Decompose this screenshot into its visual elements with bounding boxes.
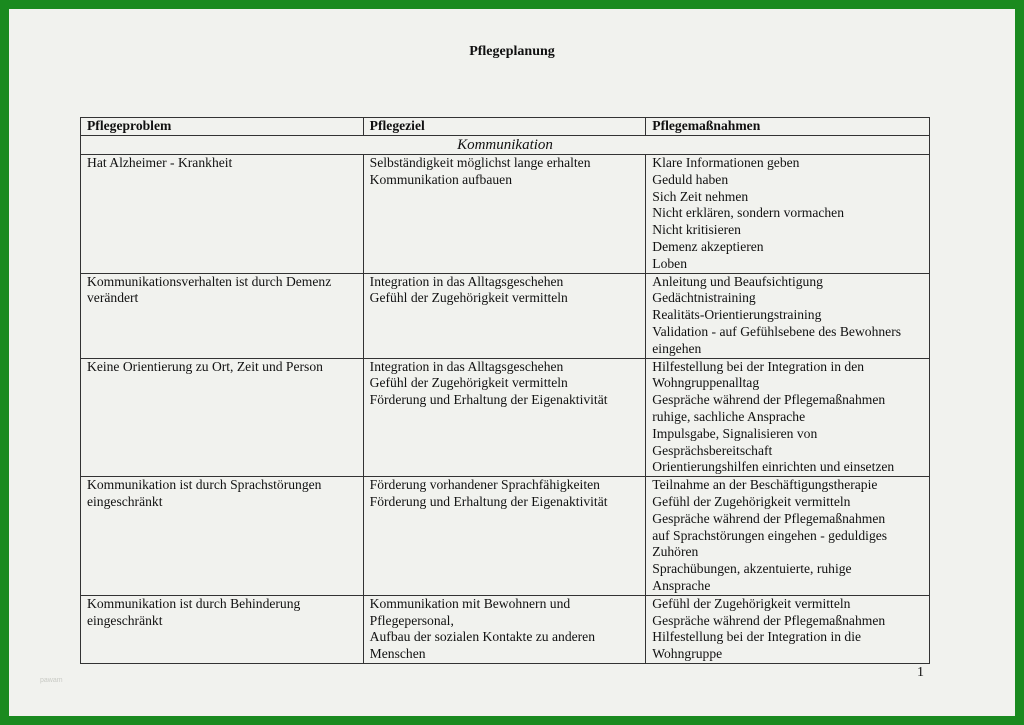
cell-line: Zuhören xyxy=(652,544,699,560)
cell-line: Integration in das Alltagsgeschehen xyxy=(369,358,564,374)
cell-line: Kommunikation aufbauen xyxy=(369,171,512,187)
cell-line: Kommunikationsverhalten ist durch Demenz xyxy=(87,273,332,289)
cell-line: Hilfestellung bei der Integration in die xyxy=(652,629,862,645)
cell-line: Gespräche während der Pflegemaßnahmen xyxy=(652,392,886,408)
table-row xyxy=(81,595,930,663)
table-row xyxy=(81,477,930,596)
cell-pflegeproblem xyxy=(81,477,364,596)
cell-line: Wohngruppe xyxy=(652,646,723,662)
cell-line: Gefühl der Zugehörigkeit vermitteln xyxy=(652,493,851,509)
cell-line: Menschen xyxy=(369,646,426,662)
cell-line: Teilnahme an der Beschäftigungstherapie xyxy=(652,477,878,493)
cell-line: verändert xyxy=(87,290,139,306)
cell-line: Wohngruppenalltag xyxy=(652,375,760,391)
cell-line: Gesprächsbereitschaft xyxy=(652,442,773,458)
cell-pflegeproblem xyxy=(81,273,364,358)
cell-pflegeziel xyxy=(363,595,646,663)
cell-line: eingeschränkt xyxy=(87,493,163,509)
table-row xyxy=(81,358,930,477)
cell-line: Demenz akzeptieren xyxy=(652,238,764,254)
cell-pflegemassnahmen xyxy=(646,595,930,663)
cell-line: Klare Informationen geben xyxy=(652,155,800,170)
cell-pflegemassnahmen xyxy=(646,155,930,274)
cell-line: Ansprache xyxy=(652,577,711,593)
cell-line: Gespräche während der Pflegemaßnahmen xyxy=(652,612,886,628)
cell-line: Validation - auf Gefühlsebene des Bewohners xyxy=(652,323,902,339)
header-pflegemassnahmen: Pflegemaßnahmen xyxy=(646,118,930,136)
cell-line: Kommunikation mit Bewohnern und xyxy=(369,595,571,611)
cell-line: Förderung vorhandener Sprachfähigkeiten xyxy=(369,477,600,493)
cell-line: Anleitung und Beaufsichtigung xyxy=(652,273,823,289)
cell-pflegemassnahmen xyxy=(646,273,930,358)
cell-pflegeziel xyxy=(363,358,646,477)
cell-line: ruhige, sachliche Ansprache xyxy=(652,408,806,424)
header-pflegeproblem: Pflegeproblem xyxy=(81,118,364,136)
care-plan-table xyxy=(80,117,930,664)
table-row xyxy=(81,273,930,358)
cell-line: eingeschränkt xyxy=(87,612,163,628)
cell-line: Impulsgabe, Signalisieren von xyxy=(652,425,818,441)
cell-line: Integration in das Alltagsgeschehen xyxy=(369,273,564,289)
cell-line: Gefühl der Zugehörigkeit vermitteln xyxy=(652,595,851,611)
cell-line: auf Sprachstörungen eingehen - geduldiges xyxy=(652,527,888,543)
cell-line: Loben xyxy=(652,255,687,271)
cell-pflegeproblem xyxy=(81,155,364,274)
table-header-row xyxy=(81,118,930,136)
cell-line: Gespräche während der Pflegemaßnahmen xyxy=(652,510,886,526)
table-row xyxy=(81,155,930,274)
page-number: 1 xyxy=(917,665,924,680)
watermark: pawam xyxy=(40,677,63,684)
page-title: Pflegeplanung xyxy=(469,44,555,59)
cell-line: Gedächtnistraining xyxy=(652,290,756,306)
cell-line: eingehen xyxy=(652,340,702,356)
cell-line: Sprachübungen, akzentuierte, ruhige xyxy=(652,561,852,577)
cell-line: Kommunikation ist durch Sprachstörungen xyxy=(87,477,322,493)
cell-line: Nicht kritisieren xyxy=(652,222,741,238)
cell-line: Realitäts-Orientierungstraining xyxy=(652,307,822,323)
cell-line: Orientierungshilfen einrichten und einsetzen xyxy=(652,459,895,475)
header-pflegeziel: Pflegeziel xyxy=(363,118,646,136)
cell-line: Kommunikation ist durch Behinderung xyxy=(87,595,301,611)
cell-line: Hat Alzheimer - Krankheit xyxy=(87,155,233,170)
cell-pflegeproblem xyxy=(81,595,364,663)
cell-line: Nicht erklären, sondern vormachen xyxy=(652,205,845,221)
cell-line: Hilfestellung bei der Integration in den xyxy=(652,358,865,374)
cell-pflegeziel xyxy=(363,477,646,596)
cell-line: Gefühl der Zugehörigkeit vermitteln xyxy=(369,375,568,391)
cell-line: Keine Orientierung zu Ort, Zeit und Person xyxy=(87,358,323,374)
cell-line: Förderung und Erhaltung der Eigenaktivität xyxy=(369,493,608,509)
cell-pflegemassnahmen xyxy=(646,477,930,596)
cell-pflegemassnahmen xyxy=(646,358,930,477)
cell-pflegeproblem xyxy=(81,358,364,477)
cell-pflegeziel xyxy=(363,155,646,274)
section-row xyxy=(81,136,930,155)
cell-line: Sich Zeit nehmen xyxy=(652,188,749,204)
cell-line: Förderung und Erhaltung der Eigenaktivität xyxy=(369,392,608,408)
cell-line: Gefühl der Zugehörigkeit vermitteln xyxy=(369,290,568,306)
cell-line: Aufbau der sozialen Kontakte zu anderen xyxy=(369,629,596,645)
cell-pflegeziel xyxy=(363,273,646,358)
section-title: Kommunikation xyxy=(81,136,930,155)
cell-line: Pflegepersonal, xyxy=(369,612,454,628)
cell-line: Selbständigkeit möglichst lange erhalten xyxy=(369,155,591,170)
document-page xyxy=(9,9,1015,716)
cell-line: Geduld haben xyxy=(652,171,729,187)
